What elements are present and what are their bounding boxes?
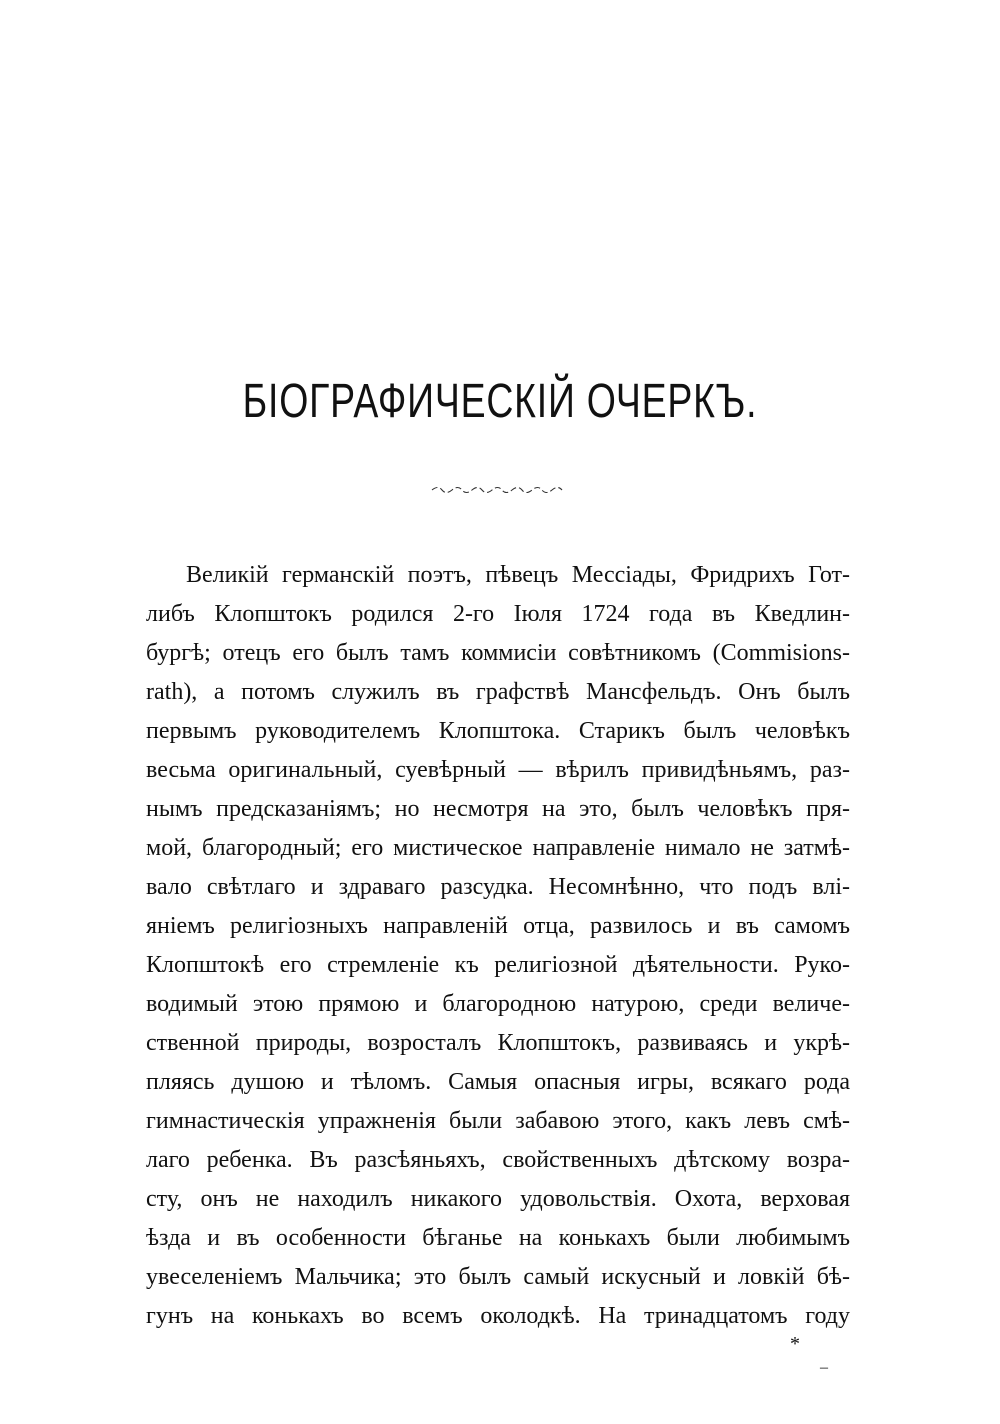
text-line: гунъ на конькахъ во всемъ околодкѣ. На тринадцатомъ году: [146, 1303, 850, 1329]
text-line: бургѣ; отецъ его былъ тамъ коммисіи совѣтникомъ (Commisions-: [146, 640, 850, 666]
text-line: лаго ребенка. Въ разсѣяньяхъ, свойственныхъ дѣтскому возра-: [146, 1147, 850, 1173]
page-title: БІОГРАФИЧЕСКІЙ ОЧЕРКЪ.: [242, 375, 758, 428]
text-line: гимнастическія упражненія были забавою этого, какъ левъ смѣ-: [146, 1108, 850, 1134]
trailing-dash: –: [820, 1359, 828, 1376]
text-line: ѣзда и въ особенности бѣганье на конькахъ были любимымъ: [146, 1225, 850, 1251]
ornamental-divider: [430, 484, 565, 494]
text-line: Клопштокѣ его стремленіе къ религіозной дѣятельности. Руко-: [146, 952, 850, 978]
text-line: нымъ предсказаніямъ; но несмотря на это, былъ человѣкъ пря-: [146, 796, 850, 822]
text-line: яніемъ религіозныхъ направленій отца, развилось и въ самомъ: [146, 913, 850, 939]
text-line: увеселеніемъ Мальчика; это былъ самый искусный и ловкій бѣ-: [146, 1264, 850, 1290]
text-line: мой, благородный; его мистическое направленіе нимало не затмѣ-: [146, 835, 850, 861]
text-line: rath), а потомъ служилъ въ графствѣ Мансфельдъ. Онъ былъ: [146, 679, 850, 705]
text-line: весьма оригинальный, суевѣрный — вѣрилъ привидѣньямъ, раз-: [146, 757, 850, 783]
text-line: пляясь душою и тѣломъ. Самыя опасныя игры, всякаго рода: [146, 1069, 850, 1095]
text-line: ственной природы, возросталъ Клопштокъ, развиваясь и укрѣ-: [146, 1030, 850, 1056]
text-line: первымъ руководителемъ Клопштока. Старикъ былъ человѣкъ: [146, 718, 850, 744]
text-line: Великій германскій поэтъ, пѣвецъ Мессіады, Фридрихъ Гот-: [186, 562, 850, 588]
text-line: вало свѣтлаго и здраваго разсудка. Несомнѣнно, что подъ влі-: [146, 874, 850, 900]
signature-mark: *: [790, 1333, 800, 1355]
text-line: водимый этою прямою и благородною натурою, среди величе-: [146, 991, 850, 1017]
text-line: либъ Клопштокъ родился 2-го Іюля 1724 года въ Кведлин-: [146, 601, 850, 627]
biography-text: [146, 556, 850, 1336]
text-line: сту, онъ не находилъ никакого удовольствія. Охота, верховая: [146, 1186, 850, 1212]
